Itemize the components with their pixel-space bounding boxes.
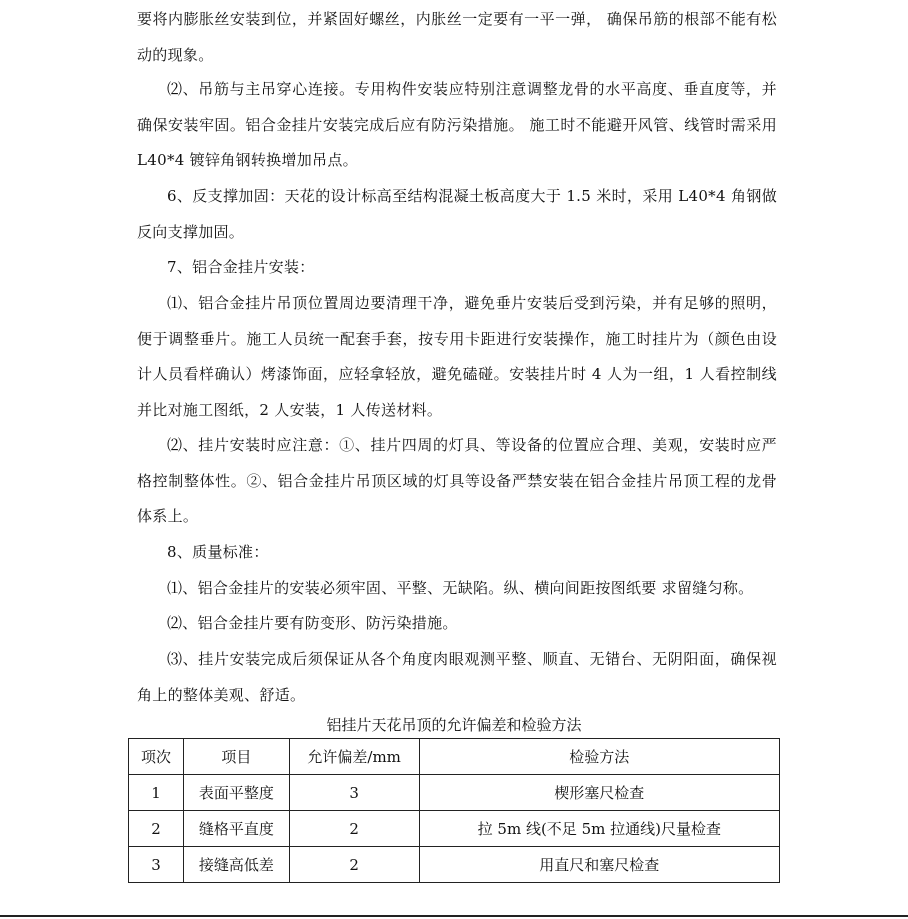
section-heading-7: 7、铝合金挂片安装： [167,258,315,276]
cell-item: 缝格平直度 [183,811,289,847]
cell-method: 拉 5m 线(不足 5m 拉通线)尺量检查 [419,811,779,847]
page-footer-rule [0,915,908,917]
tolerance-table [128,738,780,883]
paragraph-6: ⑴、铝合金挂片的安装必须牢固、平整、无缺陷。纵、横向间距按图纸要 求留缝匀称。 [167,579,754,597]
table-header-row [129,739,780,775]
cell-item: 表面平整度 [183,775,289,811]
paragraph-1: 要将内膨胀丝安装到位，并紧固好螺丝，内胀丝一定要有一平一弹， 确保吊筋的根部不能有松动的现象。 [137,10,777,64]
cell-item: 接缝高低差 [183,847,289,883]
paragraph-2: ⑵、吊筋与主吊穿心连接。专用构件安装应特别注意调整龙骨的水平高度、垂直度等，并确保安装牢固。铝合金挂片安装完成后应有防污染措施。 施工时不能避开风管、线管时需采用 L40*4 镀锌角钢转换增加吊点。 [137,80,777,169]
header-item: 项目 [183,739,289,775]
cell-tolerance: 3 [289,775,419,811]
table-caption: 铝挂片天花吊顶的允许偏差和检验方法 [326,716,582,734]
cell-tolerance: 2 [289,847,419,883]
paragraph-7: ⑵、铝合金挂片要有防变形、防污染措施。 [167,614,458,632]
paragraph-8: ⑶、挂片安装完成后须保证从各个角度肉眼观测平整、顺直、无错台、无阴阳面，确保视角上的整体美观、舒适。 [137,650,777,704]
section-heading-8: 8、质量标准： [167,543,269,561]
cell-no: 1 [129,775,184,811]
paragraph-4: ⑴、铝合金挂片吊顶位置周边要清理干净，避免垂片安装后受到污染，并有足够的照明，便于调整垂片。施工人员统一配套手套，按专用卡距进行安装操作，施工时挂片为（颜色由设计人员看样确认）烤漆饰面，应轻拿轻放，避免磕碰。安装挂片时 4 人为一组，1 人看控制线并比对施工图纸，2 人安装，1 人传送材料。 [137,294,777,419]
cell-no: 2 [129,811,184,847]
table-row [129,811,780,847]
cell-method: 用直尺和塞尺检查 [419,847,779,883]
paragraph-3: 6、反支撑加固：天花的设计标高至结构混凝土板高度大于 1.5 米时，采用 L40*4 角钢做反向支撑加固。 [137,187,777,241]
cell-no: 3 [129,847,184,883]
table-row [129,775,780,811]
cell-tolerance: 2 [289,811,419,847]
header-method: 检验方法 [419,739,779,775]
table-row [129,847,780,883]
paragraph-5: ⑵、挂片安装时应注意：①、挂片四周的灯具、等设备的位置应合理、美观，安装时应严格控制整体性。②、铝合金挂片吊顶区域的灯具等设备严禁安装在铝合金挂片吊顶工程的龙骨体系上。 [137,436,777,525]
header-item-no: 项次 [129,739,184,775]
header-tolerance: 允许偏差/mm [289,739,419,775]
cell-method: 楔形塞尺检查 [419,775,779,811]
